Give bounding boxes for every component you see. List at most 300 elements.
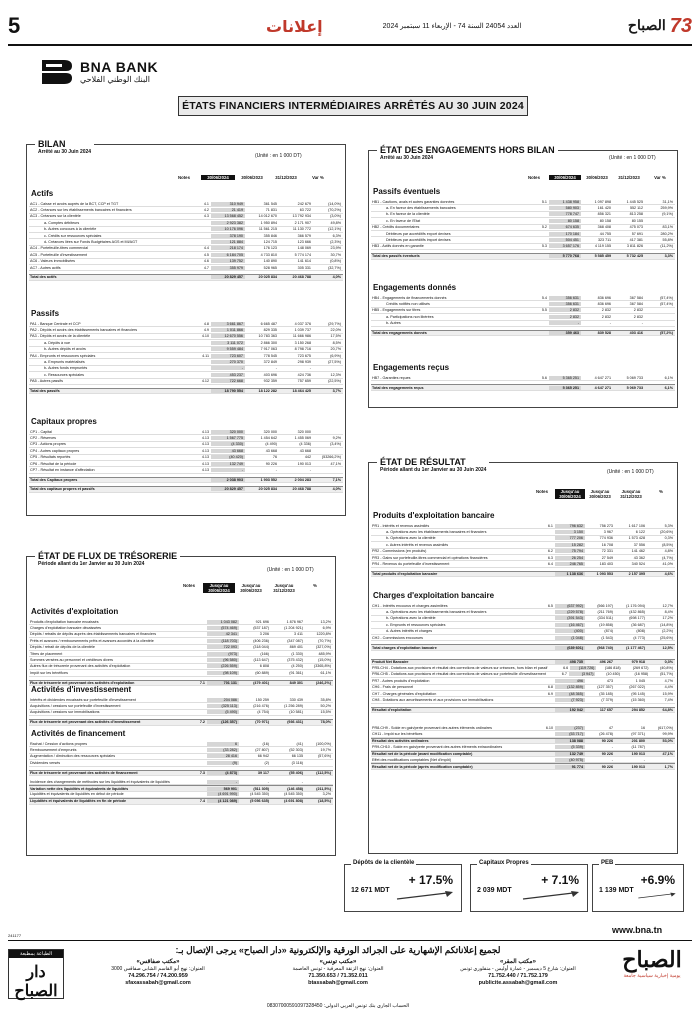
newspaper-footer: [8, 940, 692, 1012]
row-var: 47,1%: [330, 461, 341, 466]
row-var: 6,3%: [332, 233, 341, 238]
row-value-prev: 4 733 810: [260, 252, 277, 257]
row-value-current: 132 749: [555, 752, 585, 756]
row-value-current: (237): [555, 726, 585, 730]
office-email[interactable]: sfaxassabah@gmail.com: [125, 980, 191, 986]
row-var: 4,6%: [664, 571, 673, 576]
row-label: HB4 - Engagements de financements donnés: [372, 295, 447, 300]
row-value-current: 580 903: [549, 206, 581, 210]
row-label: CP1 - Capital: [30, 429, 52, 434]
row-value-prev: 1 903 552: [260, 477, 277, 482]
row-label: HB7 - Garanties reçues: [372, 375, 411, 380]
bilan-panel: [26, 139, 346, 516]
ratio-title: Capitaux Propres: [479, 860, 529, 866]
resultat-title: ÉTAT DE RÉSULTAT: [380, 457, 466, 467]
row-value-prev: 372 849: [263, 360, 277, 365]
row-note: 4.2: [203, 208, 209, 213]
newspaper-header: [8, 8, 692, 44]
row-var: (20,6%): [660, 530, 673, 535]
row-label: Débiteurs par accréditifs import devises: [386, 238, 451, 243]
row-note: 5.5: [541, 308, 547, 313]
row-var: 0,3%: [664, 660, 673, 665]
row-label: AC3 - Créances sur la clientèle: [30, 214, 81, 219]
row-value-year: -: [309, 366, 311, 371]
row-value-year: (10 581): [289, 710, 303, 715]
ratio-pct: + 7.1%: [541, 873, 579, 887]
col-notes: Notes: [183, 583, 195, 588]
row-value-year: 3 150 268: [294, 340, 311, 345]
row-value-year: 417 381: [629, 238, 643, 243]
row-value-prev: 3 967: [603, 530, 613, 535]
row-value-year: (41): [296, 741, 303, 746]
row-label: Total des engagements reçus: [372, 385, 424, 390]
row-value-prev: 10 783 363: [258, 334, 277, 339]
row-label: c- Emprunts et ressources spéciales: [386, 622, 446, 627]
row-value-year: 424 736: [297, 372, 311, 377]
row-value-prev: 1 454 642: [260, 436, 277, 441]
row-label: PR8-CH9 - Solde en gain/perte provenant des autres éléments ordinaires: [372, 725, 492, 730]
row-label: c- Crédits sur ressources spéciales: [44, 233, 102, 238]
row-var: 1220,8%: [316, 632, 331, 637]
row-label: CH8 - Dotations aux amortissements et aux provisions sur immobilisations: [372, 698, 494, 703]
row-value-current: 778 747: [549, 212, 581, 216]
row-value-year: 148 069: [297, 246, 311, 251]
row-note: 4.13: [201, 448, 209, 453]
row-value-year: 340 524: [631, 562, 645, 567]
row-var: (53266,2%): [321, 455, 341, 460]
brand-arabic: البنك الوطني الفلاحي: [80, 74, 151, 84]
row-value-year: (55 406): [289, 770, 303, 775]
row-value-prev: 2 832: [601, 314, 611, 319]
office-hq: [428, 959, 608, 987]
col-year: Jusqu'au 31/12/2023: [273, 583, 295, 593]
row-var: (27,5%): [328, 360, 341, 365]
row-label: PR6-CH5 - Dotations aux provisions et résultat des corrections de valeurs sur portefeuille d'investissement: [372, 672, 546, 677]
footer-offices: [68, 959, 608, 987]
row-value-prev: 117 657: [599, 707, 613, 712]
row-value-current: -: [549, 321, 581, 325]
row-label: HB2 - Crédits documentaires: [372, 225, 420, 230]
row-label: b- Autres concours à la clientèle: [44, 227, 97, 232]
actifs-rows: [29, 201, 343, 281]
row-label: Débiteurs par accréditifs export devises: [386, 231, 451, 236]
row-value-year: 123 666: [297, 240, 311, 245]
row-label: b- Autres fonds empruntés: [44, 366, 88, 371]
row-note: 7.3: [199, 770, 205, 775]
col-prev: Jusqu'au 30/06/2023: [589, 489, 611, 499]
row-var: 8,5%: [332, 340, 341, 345]
row-var: (70,2%): [328, 208, 341, 213]
row-value-current: 359 463: [549, 331, 581, 335]
row-note: 6.1: [547, 523, 553, 528]
row-value-prev: 18 122 282: [258, 389, 277, 394]
bilan-heading: [35, 139, 94, 155]
row-value-prev: 39 117: [257, 770, 269, 775]
ratio-depots: [344, 860, 462, 912]
investissement-rows: [29, 697, 333, 726]
flux-after-rows: [29, 779, 333, 805]
cp-rows: [29, 429, 343, 493]
total-row: [371, 644, 675, 650]
row-value-year: 757 659: [297, 379, 311, 384]
row-value-year: 3 411: [294, 632, 303, 637]
row-label: Acquisitions / cessions sur immobilisations: [30, 710, 100, 715]
bna-logo-icon: [40, 56, 74, 86]
row-value-year: -: [301, 779, 303, 784]
row-value-year: 294 852: [631, 707, 645, 712]
row-value-current: (639 601): [555, 646, 585, 650]
row-value-current: (126 357): [207, 720, 239, 724]
office-email[interactable]: btassabah@gmail.com: [308, 980, 368, 986]
row-note: 5.3: [541, 244, 547, 249]
row-note: 6.2: [547, 549, 553, 554]
row-value-prev: 1 950 894: [260, 220, 277, 225]
row-value-year: 5 069 733: [626, 375, 643, 380]
row-value-prev: (2): [264, 760, 269, 765]
printer-label: الطباعة بمطبعة: [9, 950, 63, 958]
row-value-year: (269 672): [632, 666, 649, 671]
flux-heading: [35, 551, 180, 567]
row-var: (51,7%): [660, 672, 673, 677]
row-label: Dépôts / retrait de dépôts de la clientèle: [30, 645, 95, 650]
row-label: CH1 - Intérêts encourus et charges assimilées: [372, 603, 448, 608]
row-value-current: (48 365): [555, 692, 585, 696]
row-value-year: (347 087): [287, 638, 303, 643]
row-value-current: 91 774: [555, 765, 585, 769]
office-phone: 71.352.011 / 71.350.653: [308, 973, 368, 979]
row-label: PR3 - Gains sur portefeuille-titres commercial et opérations financières: [372, 555, 488, 560]
row-label: Résultat net de la période (avant modification comptable): [372, 751, 473, 756]
row-value-prev: 1 093 553: [596, 571, 613, 576]
row-value-year: 367 584: [629, 302, 643, 307]
row-label: c- Autres intérêts et revenus assimilés: [386, 542, 449, 547]
row-var: 4,0%: [332, 487, 341, 492]
row-label: PR2 - Commissions (en produits): [372, 549, 427, 554]
charges-title: Charges d'exploitation bancaire: [373, 591, 495, 600]
row-label: Total des engagements donnés: [372, 331, 427, 336]
total-row: [29, 388, 343, 394]
row-var: 50,2%: [320, 704, 331, 709]
col-notes: Notes: [178, 175, 190, 180]
row-note: 4.13: [201, 461, 209, 466]
col-current: 30/06/2024: [549, 175, 581, 180]
row-value-year: 1 617 106: [628, 523, 645, 528]
row-value-current: 218 174: [211, 246, 245, 250]
total-row: [371, 384, 675, 390]
row-var: (22,5%): [328, 379, 341, 384]
row-label: Impôt sur les bénéfices: [30, 670, 68, 675]
row-value-current: (325 113): [207, 704, 239, 708]
row-value-prev: -: [611, 744, 613, 749]
row-var: 47,1%: [662, 751, 673, 756]
row-value-year: 13 792 934: [292, 214, 311, 219]
row-value-year: 442: [304, 455, 311, 460]
row-value-prev: 6 665 487: [260, 321, 277, 326]
row-var: (12,1%): [328, 227, 341, 232]
row-var: (18,5%): [318, 799, 331, 804]
row-note: 4.13: [201, 436, 209, 441]
row-value-year: 552 112: [629, 206, 643, 211]
row-value-current: (7 923): [555, 698, 585, 702]
row-value-prev: -: [611, 757, 613, 762]
row-value-prev: 778 545: [263, 353, 277, 358]
row-value-prev: 176 123: [263, 246, 277, 251]
row-value-year: 1 039 737: [294, 328, 311, 333]
row-var: 3,2%: [322, 792, 331, 797]
row-value-current: 2 832: [549, 315, 581, 319]
row-label: Crédits notifiés non utilisés: [386, 302, 430, 307]
row-value-prev: (27 807): [255, 748, 269, 753]
row-value-year: 5 774 174: [294, 252, 311, 257]
trend-arrow-icon: [637, 891, 677, 901]
row-value-current: 355 979: [211, 266, 245, 270]
row-var: 0,3%: [664, 536, 673, 541]
col-current: 30/06/2024: [201, 175, 235, 180]
row-label: a- Emprunts matérialisés: [44, 360, 85, 365]
row-value-year: (4 336): [299, 442, 311, 447]
issue-info: العدد 24054 السنة 74 - الإربعاء 11 سبتمبر 2024: [382, 23, 522, 30]
row-note: 5.1: [541, 199, 547, 204]
row-label: CH7 - Charges générales d'exploitation: [372, 691, 437, 696]
row-label: PA3 - Dépôts et avoirs de la clientèle: [30, 334, 91, 339]
ratio-pct: + 17.5%: [408, 873, 453, 887]
row-label: AC2 - Créances sur les établissements bancaires et financiers: [30, 208, 132, 213]
exploitation-title: Activités d'exploitation: [31, 607, 119, 616]
row-note: 4.12: [201, 379, 209, 384]
row-var: (57,6%): [318, 754, 331, 759]
office-title: «مكتب صفاقس»: [136, 959, 180, 965]
ratio-peb: [592, 860, 684, 912]
row-value-current: 378 190: [211, 234, 245, 238]
row-value-current: 796 632: [555, 524, 585, 528]
row-value-current: 246 765: [555, 562, 585, 566]
row-var: (112,5%): [316, 770, 331, 775]
row-value-prev: 20 025 834: [258, 487, 277, 492]
row-value-current: 1 438 958: [549, 200, 581, 204]
row-var: 30,7%: [330, 252, 341, 257]
row-value-current: (574 469): [207, 626, 239, 630]
row-value-current: 43 668: [211, 449, 245, 453]
row-value-prev: 44 755: [599, 231, 611, 236]
row-value-prev: (186 818): [604, 666, 621, 671]
row-value-prev: 90 226: [601, 738, 613, 743]
row-value-prev: (537 187): [253, 626, 269, 631]
row-value-current: 498 735: [555, 660, 585, 664]
row-value-prev: (1 543): [601, 635, 613, 640]
row-value-prev: 124 715: [263, 240, 277, 245]
row-value-year: (432 865): [629, 610, 645, 615]
row-value-prev: (113 647): [253, 658, 269, 663]
row-value-year: 1 876 967: [286, 619, 303, 624]
passifs-title: Passifs: [31, 309, 60, 318]
row-value-year: 2 832: [633, 308, 643, 313]
row-value-prev: 2 866 300: [260, 340, 277, 345]
row-note: 6.6: [563, 666, 569, 671]
ratio-value: 12 671 MDT: [351, 887, 390, 894]
row-note: 4.1: [203, 201, 209, 206]
row-label: PR7 - Autres produits d'exploitation: [372, 678, 430, 683]
row-label: Effet des modifications comptables (Net d'impôt): [372, 757, 451, 762]
row-value-current: (4 330): [211, 442, 245, 446]
row-value-current: -: [207, 780, 239, 784]
row-value-prev: (127 357): [597, 685, 613, 690]
row-value-current: (98 109): [207, 671, 239, 675]
row-var: 49,8%: [330, 220, 341, 225]
row-label: PA5 - Autres passifs: [30, 379, 63, 384]
row-var: 41,0%: [662, 562, 673, 567]
row-value-prev: (60 889): [255, 670, 269, 675]
row-value-current: (400): [555, 629, 585, 633]
row-value-year: 16: [640, 725, 645, 730]
row-label: a- Opérations avec les établissements bancaires et financiers: [386, 530, 487, 535]
row-var: (40,8%): [660, 666, 673, 671]
row-label: a- Comptes débiteurs: [44, 220, 80, 225]
row-value-year: (267 022): [629, 685, 645, 690]
row-value-current: (391 543): [555, 616, 585, 620]
row-value-current: 170 184: [549, 232, 581, 236]
row-value-current: (40 975): [555, 758, 585, 762]
row-value-current: 132 749: [211, 462, 245, 466]
row-note: 4.7: [203, 265, 209, 270]
row-note: 6.3: [547, 555, 553, 560]
row-var: (32,7%): [328, 265, 341, 270]
row-value-year: 11 130 772: [292, 227, 311, 232]
row-value-prev: 361 545: [263, 201, 277, 206]
row-var: (3365,8%): [313, 664, 331, 669]
row-note: 4.13: [201, 442, 209, 447]
row-value-prev: 323 711: [597, 238, 611, 243]
website-link[interactable]: www.bna.tn: [612, 925, 663, 935]
row-label: Total des passifs: [30, 389, 60, 394]
row-value-year: 869 401: [289, 645, 303, 650]
resultat-subtitle: Période allant du 1er Janvier au 30 Juin 2024: [380, 467, 487, 473]
row-value-year: (52 303): [289, 748, 303, 753]
total-row: [371, 707, 675, 713]
middle-rows: [371, 659, 675, 713]
office-tunis: [248, 959, 428, 987]
office-phone: 74.200.959 / 74.296.754: [128, 973, 188, 979]
col-prev: 30/06/2023: [241, 175, 263, 180]
row-value-current: 6 184 705: [211, 253, 245, 257]
row-var: 9,2%: [332, 436, 341, 441]
row-value-prev: 47: [608, 725, 613, 730]
row-note: 5.6: [541, 375, 547, 380]
row-value-prev: (4 754): [257, 710, 269, 715]
row-value-year: (808): [636, 629, 645, 634]
document-reference: 241177: [8, 933, 22, 938]
row-note: 6.7: [561, 672, 567, 677]
row-label: Titres de placement: [30, 651, 63, 656]
col-prev: Jusqu'au 30/06/2023: [240, 583, 262, 593]
row-value-current: (637 992): [555, 604, 585, 608]
row-label: Produits d'exploitation bancaire encaissés: [30, 619, 99, 624]
row-value-year: 4 037 376: [294, 321, 311, 326]
row-value-current: 2 038 903: [211, 478, 245, 482]
row-var: 3,7%: [332, 389, 341, 394]
total-row: [371, 330, 675, 336]
row-var: 15,9%: [662, 691, 673, 696]
row-var: (2,3%): [330, 240, 341, 245]
row-label: AC1 - Caisse et avoirs auprès de la BCT, CCP et TGT: [30, 201, 119, 206]
row-value-prev: 839 528: [597, 331, 611, 336]
brand-name: BNA BANK: [80, 58, 159, 75]
row-value-prev: (10 450): [606, 672, 620, 677]
row-value-current: 138 088: [555, 739, 585, 743]
row-value-year: -: [643, 757, 645, 762]
row-value-year: (936 431): [287, 720, 303, 725]
row-value-year: 11 666 986: [292, 334, 311, 339]
row-label: Produit Net Bancaire: [372, 660, 409, 665]
row-value-year: (1 177 467): [626, 645, 645, 650]
row-var: (57,2%): [660, 331, 673, 336]
row-value-current: 3 657 176: [549, 244, 581, 248]
row-label: Charges d'exploitation bancaire décaissées: [30, 626, 102, 631]
row-label: a- Dépôts à vue: [44, 340, 71, 345]
row-value-current: 504 451: [549, 238, 581, 242]
row-value-current: 3 661 867: [211, 322, 245, 326]
row-var: (2,2%): [662, 629, 673, 634]
row-value-current: 6: [207, 742, 239, 746]
row-note: 7.2: [199, 720, 205, 725]
row-label: Total charges d'exploitation bancaire: [372, 645, 437, 650]
row-label: HB1 - Cautions, avals et autres garanties données: [372, 199, 455, 204]
row-value-current: 21 419: [211, 208, 245, 212]
office-email[interactable]: publicite.assabah@gmail.com: [478, 980, 558, 986]
row-var: 22,0%: [330, 328, 341, 333]
row-var: (25,6%): [660, 635, 673, 640]
row-value-year: (146 458): [287, 786, 303, 791]
row-value-prev: (70 971): [255, 720, 269, 725]
row-label: CP5 - Résultats reportés: [30, 455, 71, 460]
row-value-current: 2 923 382: [211, 221, 245, 225]
ratio-value: 2 039 MDT: [477, 887, 512, 894]
row-value-prev: 496 267: [599, 660, 613, 665]
exploitation-rows: [29, 619, 333, 686]
row-note: 4.3: [203, 214, 209, 219]
row-value-prev: 7 917 063: [260, 347, 277, 352]
row-label: Liquidités et équivalents de liquidités en début de période: [30, 792, 124, 797]
row-var: (0,8%): [330, 259, 341, 264]
row-value-prev: 5 585 459: [594, 254, 611, 259]
row-value-current: 2 832: [549, 308, 581, 312]
section-title: إعلانات: [266, 16, 323, 36]
row-value-current: 139 752: [211, 259, 245, 263]
row-value-prev: 43 668: [265, 448, 277, 453]
row-var: (57,4%): [660, 295, 673, 300]
row-label: b- Autres: [386, 321, 401, 326]
total-row: [29, 486, 343, 492]
row-value-year: 1 455 069: [294, 436, 311, 441]
bilan-subtitle: Arrêté au 30 Juin 2024: [38, 149, 92, 155]
row-value-prev: (566 197): [597, 603, 613, 608]
row-value-prev: 528 965: [263, 265, 277, 270]
assabah-tagline: يومية إخبارية سياسية جامعة: [623, 973, 681, 979]
row-value-prev: 66 942: [257, 754, 269, 759]
row-value-prev: (318 044): [253, 645, 269, 650]
office-title: «مكتب المقر»: [500, 959, 536, 965]
row-value-current: (5 339): [555, 745, 585, 749]
row-value-current: 569 901: [207, 787, 239, 791]
row-value-year: 37 556: [633, 542, 645, 547]
total-row: [371, 253, 675, 259]
row-value-year: 320 000: [297, 429, 311, 434]
engagements-heading: [377, 145, 558, 161]
col-year: Jusqu'au 31/12/2023: [620, 489, 642, 499]
row-var: (3,0%): [330, 214, 341, 219]
row-value-current: (9): [207, 761, 239, 765]
row-value-prev: 11 561 215: [258, 227, 277, 232]
row-value-current: 192 042: [555, 708, 585, 712]
